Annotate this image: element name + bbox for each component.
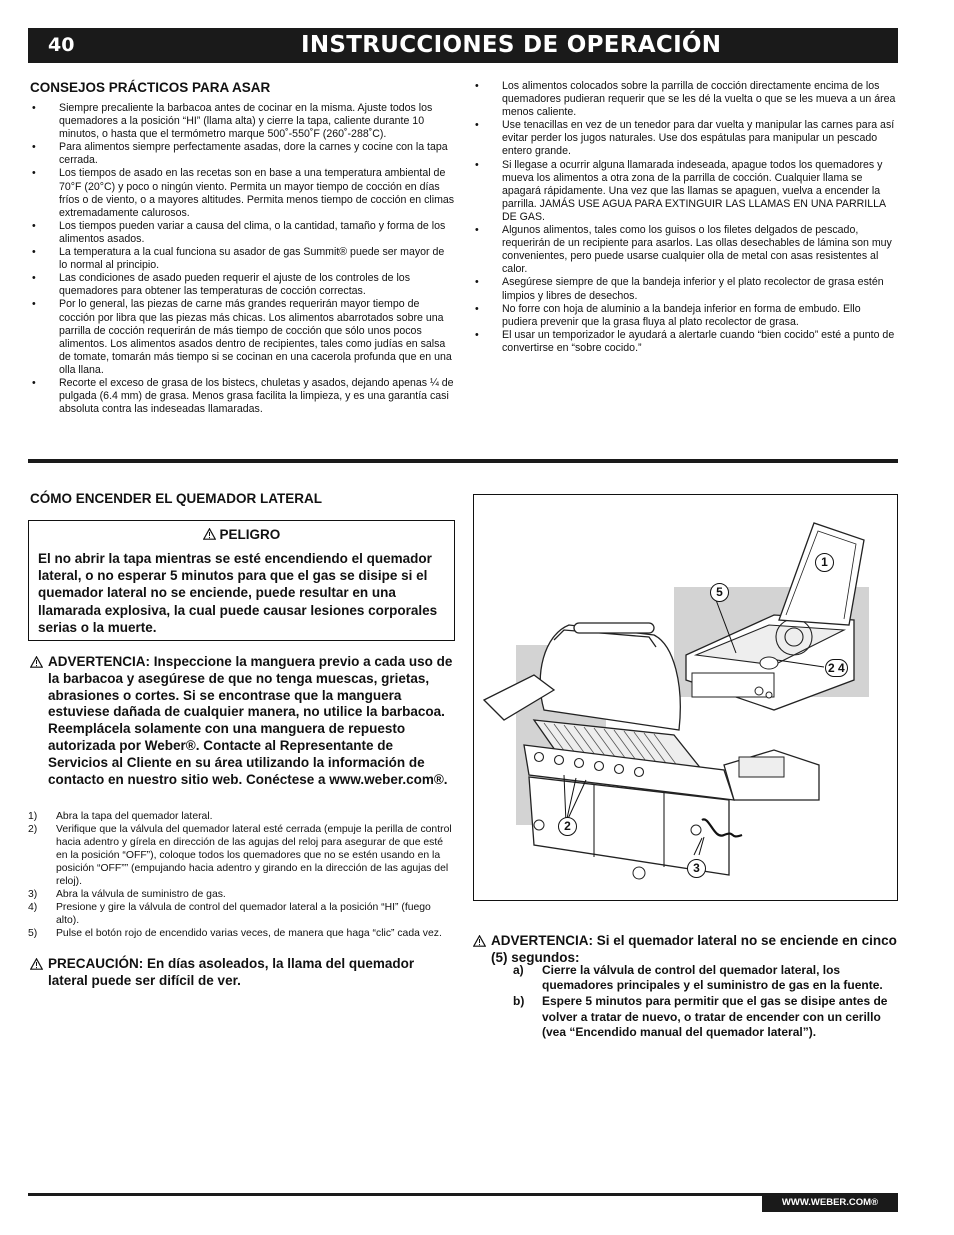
list-item: • Use tenacillas en vez de un tenedor para dar vuelta y manipular las carnes para así evitar perder los jugos naturales. Use dos espátulas para manipular un pescado entero grande. (473, 119, 898, 158)
list-item: • La temperatura a la cual funciona su asador de gas Summit® puede ser mayor de lo normal al principio. (30, 246, 455, 272)
sub-text: Cierre la válvula de control del quemador lateral, los quemadores principales y el suministro de gas en la fuente. (542, 963, 883, 993)
step-number: 5) (28, 928, 38, 939)
step-number: 1) (28, 811, 38, 822)
hose-warning (30, 654, 455, 788)
page-title: INSTRUCCIONES DE OPERACIÓN (301, 32, 722, 58)
list-item (28, 888, 456, 901)
callout-2-4-label: 2 4 (825, 659, 848, 677)
hose-warning-text: ADVERTENCIA: Inspeccione la manguera previo a cada uso de la barbacoa y asegúrese de que no tenga muescas, grietas, abrasiones o cortes. Si se encontrase que la manguera estuviese dañada de cualquier manera, no utilice la barbacoa. Reemplácela solamente con una manguera de repuesto autorizada por Weber®. Contacte al Representante de Servicios al Cliente en su área utilizando la información de contacto en nuestro sitio web. Conéctese a www.weber.com®. (48, 654, 453, 787)
callout-5: 5 (710, 583, 729, 602)
side-burner-heading: CÓMO ENCENDER EL QUEMADOR LATERAL (30, 491, 323, 506)
step-number: 4) (28, 902, 38, 913)
callout-2: 2 (558, 817, 577, 836)
list-item: • Las condiciones de asado pueden requerir el ajuste de los controles de los quemadores para obtener las temperaturas de cocción correctas. (30, 272, 455, 298)
sub-letter: b) (513, 994, 525, 1009)
list-item (513, 963, 903, 993)
callout-1: 1 (815, 553, 834, 572)
list-item: • Para alimentos siempre perfectamente asadas, dore la carnes y cocine con la tapa cerrada. (30, 141, 455, 167)
caution-note (30, 956, 455, 990)
header-bar (28, 28, 898, 63)
step-text: Abra la tapa del quemador lateral. (56, 811, 213, 822)
ignition-warning-text: ADVERTENCIA: Si el quemador lateral no se enciende en cinco (5) segundos: (491, 933, 897, 965)
list-item: • Recorte el exceso de grasa de los bistecs, chuletas y asados, dejando apenas ¼ de pulgada (6.4 mm) de grasa. Menos grasa facilita la limpieza, y es una garantía casi absoluta contra las indeseadas llamaradas. (30, 377, 455, 416)
callout-2-4 (825, 659, 848, 677)
list-item: • Los alimentos colocados sobre la parrilla de cocción directamente encima de los quemadores pudieran requerir que se les dé la vuelta o que se les mueva a un área menos caliente. (473, 80, 898, 119)
warning-triangle-icon (203, 528, 216, 540)
list-item: • Algunos alimentos, tales como los guisos o los filetes delgados de pescado, requerirán de un recipiente para asarlos. Las ollas desechables de lámina son muy convenientes, pero puede usarse cualquier olla de metal con asas resistentes al calor. (473, 224, 898, 276)
ignition-warning (473, 933, 898, 967)
caution-text: PRECAUCIÓN: En días asoleados, la llama del quemador lateral puede ser difícil de ver. (48, 956, 415, 988)
callout-3: 3 (687, 859, 706, 878)
list-item: • Los tiempos pueden variar a causa del clima, o la cantidad, tamaño y forma de los alimentos asados. (30, 220, 455, 246)
list-item: • Si llegase a ocurrir alguna llamarada indeseada, apague todos los quemadores y mueva los alimentos a otra zona de la parrilla de cocción. Cualquier llama se apagará rápidamente. Una vez que las llamas se apaguen, vuelva a encender la parrilla. JAMÁS USE AGUA PARA EXTINGUIR LAS LLAMAS EN UNA PARRILLA DE GAS. (473, 159, 898, 224)
warning-triangle-icon (473, 935, 486, 947)
list-item: • No forre con hoja de aluminio a la bandeja inferior en forma de embudo. Ello pudiera prevenir que la grasa fluya al plato recolector de grasa. (473, 303, 898, 329)
grill-illustration (474, 495, 897, 900)
footer-url: WWW.WEBER.COM® (762, 1194, 898, 1212)
step-number: 3) (28, 889, 38, 900)
list-item (28, 810, 456, 823)
ignition-sub-steps (513, 963, 903, 1041)
list-item: • El usar un temporizador le ayudará a alertarle cuando “bien cocido” esté a punto de convertirse en “sobre cocido.” (473, 329, 898, 355)
danger-title-text: PELIGRO (219, 527, 281, 542)
side-burner-figure (473, 494, 898, 901)
section-divider (28, 459, 898, 463)
step-text: Verifique que la válvula del quemador lateral esté cerrada (empuje la perilla de control hacia adentro y gírela en dirección de las agujas del reloj para asegurar de que esté en la posición “OFF”), coloque todos los quemadores que no se estén usando en la posición “OFF”” (empujando hacia adentro y girando en la dirección de las agujas del reloj). (56, 824, 452, 887)
danger-text: El no abrir la tapa mientras se esté encendiendo el quemador lateral, o no esperar 5 minutos para que el gas se disipe si el quemador lateral no se enciende, puede resultar en una llamarada explosiva, la cual puede causar lesiones corporales serias o la muerte. (38, 551, 438, 635)
list-item (28, 823, 456, 888)
list-item (28, 901, 456, 927)
page-number: 40 (48, 34, 75, 56)
step-text: Abra la válvula de suministro de gas. (56, 889, 226, 900)
list-item: • Asegúrese siempre de que la bandeja inferior y el plato recolector de grasa estén limpios y libres de desechos. (473, 276, 898, 302)
step-text: Presione y gire la válvula de control del quemador lateral a la posición “HI” (fuego alto). (56, 902, 431, 926)
sub-text: Espere 5 minutos para permitir que el gas se disipe antes de volver a tratar de nuevo, o tratar de encender con un cerillo (vea “Encendido manual del quemador lateral”). (542, 994, 888, 1039)
step-text: Pulse el botón rojo de encendido varias veces, de manera que haga “clic” cada vez. (56, 928, 442, 939)
list-item (513, 994, 903, 1040)
tips-list-right (473, 80, 898, 355)
sub-letter: a) (513, 963, 524, 977)
danger-box (28, 520, 455, 641)
list-item (28, 927, 456, 940)
warning-triangle-icon (30, 958, 43, 970)
warning-triangle-icon (30, 656, 43, 668)
tips-heading: CONSEJOS PRÁCTICOS PARA ASAR (30, 80, 271, 95)
list-item: • Los tiempos de asado en las recetas son en base a una temperatura ambiental de 70°F (20°C) y poco o ningún viento. Permita un mayor tiempo de cocción en días fríos o de viento, o a mayores altitudes. Permita menos tiempo de cocción en climas extremadamente calurosos. (30, 167, 455, 219)
danger-title (29, 527, 454, 542)
list-item: • Por lo general, las piezas de carne más grandes requerirán mayor tiempo de cocción por libra que las piezas más chicas. Los alimentos abarrotados sobre una parrilla de cocción requerirán de más tiempo de cocción que sólo unos pocos alimentos. Los alimentos asados dentro de recipientes, tales como judías en salsa de tomate, tomarán más tiempo si se cocinan en una cacerola profunda que en una olla llana. (30, 298, 455, 377)
lighting-steps (28, 810, 456, 940)
list-item: • Siempre precaliente la barbacoa antes de cocinar en la misma. Ajuste todos los quemadores a la posición “HI” (llama alta) y cierre la tapa, caliente durante 10 minutos, o hasta que el termómetro marque 500˚-550˚F (260˚-288˚C). (30, 102, 455, 141)
step-number: 2) (28, 824, 38, 835)
tips-list-left (30, 102, 455, 416)
